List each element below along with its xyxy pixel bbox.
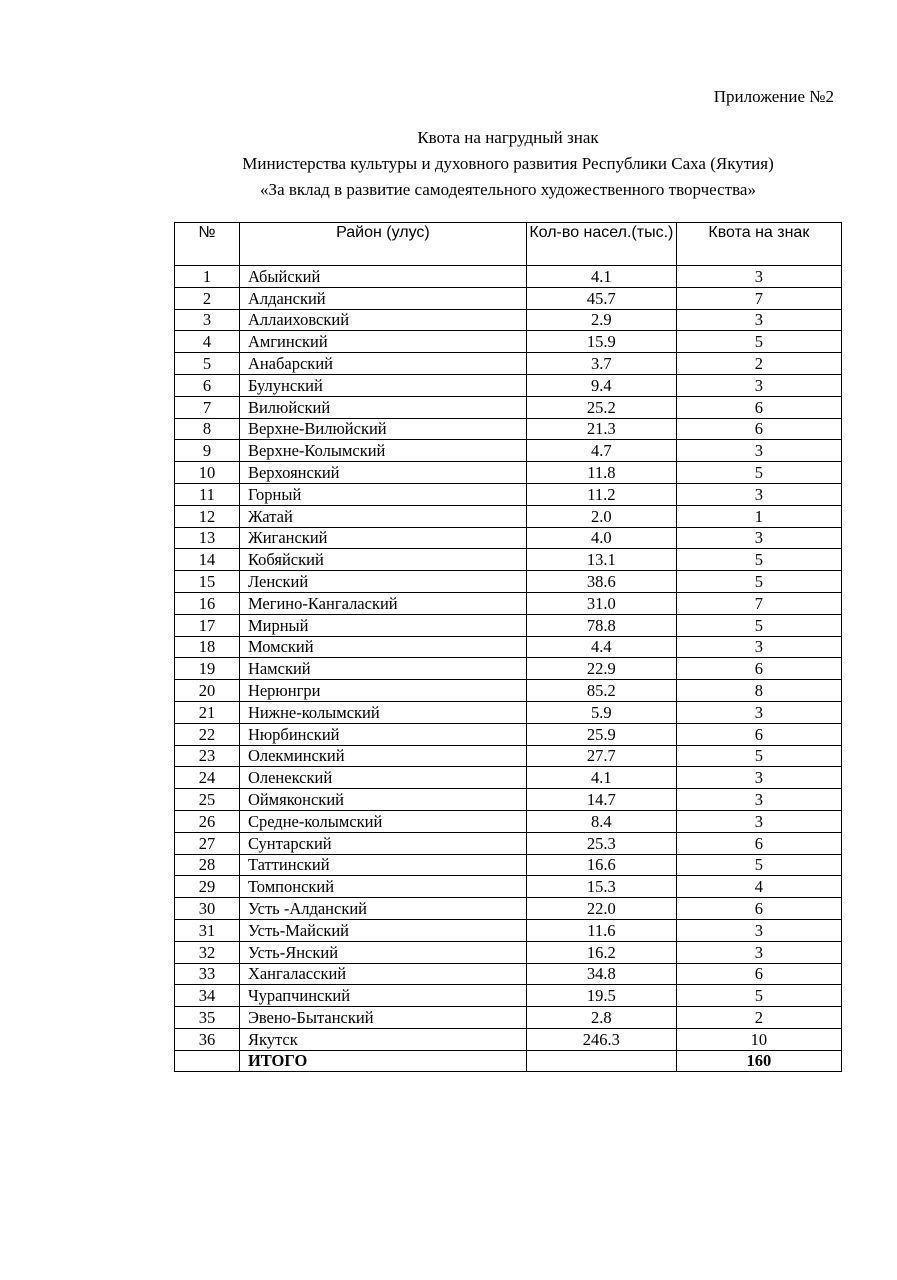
table-row [175,331,842,353]
header-district: Район (улус) [239,223,526,266]
cell-population: 13.1 [526,549,676,571]
cell-quota: 5 [676,745,841,767]
cell-district: Абыйский [239,266,526,288]
cell-population: 9.4 [526,374,676,396]
cell-quota: 3 [676,767,841,789]
cell-district: Усть-Янский [239,941,526,963]
cell-quota: 6 [676,723,841,745]
cell-district: Верхоянский [239,462,526,484]
cell-population: 34.8 [526,963,676,985]
cell-population: 25.2 [526,396,676,418]
cell-quota: 2 [676,1007,841,1029]
cell-district: Хангаласский [239,963,526,985]
cell-population: 15.3 [526,876,676,898]
cell-quota: 5 [676,462,841,484]
table-row [175,941,842,963]
cell-district: Верхне-Вилюйский [239,418,526,440]
cell-quota: 3 [676,701,841,723]
cell-population: 3.7 [526,353,676,375]
cell-quota: 6 [676,418,841,440]
cell-population: 11.8 [526,462,676,484]
cell-district: Якутск [239,1028,526,1050]
cell-population: 16.6 [526,854,676,876]
table-row [175,614,842,636]
cell-district: Средне-колымский [239,810,526,832]
cell-district: Момский [239,636,526,658]
cell-district: Верхне-Колымский [239,440,526,462]
table-row [175,418,842,440]
cell-num: 8 [175,418,240,440]
table-row [175,571,842,593]
table-row [175,854,842,876]
table-row [175,353,842,375]
cell-num: 12 [175,505,240,527]
cell-quota: 6 [676,832,841,854]
title-line-1: Квота на нагрудный знак [417,128,599,147]
table-row [175,374,842,396]
cell-population: 2.0 [526,505,676,527]
cell-num: 25 [175,789,240,811]
cell-quota: 3 [676,789,841,811]
cell-district: Амгинский [239,331,526,353]
cell-quota: 3 [676,374,841,396]
header-quota: Квота на знак [676,223,841,266]
cell-num: 3 [175,309,240,331]
cell-district: Таттинский [239,854,526,876]
table-row [175,527,842,549]
cell-population: 22.0 [526,898,676,920]
cell-population: 16.2 [526,941,676,963]
cell-num: 24 [175,767,240,789]
cell-quota: 8 [676,680,841,702]
cell-population: 4.1 [526,767,676,789]
table-row [175,789,842,811]
cell-quota: 10 [676,1028,841,1050]
cell-district: Эвено-Бытанский [239,1007,526,1029]
cell-district: Нижне-колымский [239,701,526,723]
table-row [175,767,842,789]
cell-district: Ленский [239,571,526,593]
cell-population: 11.6 [526,919,676,941]
cell-num: 31 [175,919,240,941]
cell-district: Оймяконский [239,789,526,811]
table-row [175,832,842,854]
cell-num: 21 [175,701,240,723]
total-cell-num [175,1050,240,1072]
table-row [175,745,842,767]
cell-quota: 3 [676,440,841,462]
cell-num: 23 [175,745,240,767]
cell-population: 45.7 [526,287,676,309]
cell-population: 85.2 [526,680,676,702]
cell-population: 25.9 [526,723,676,745]
cell-num: 14 [175,549,240,571]
table-row [175,396,842,418]
cell-num: 5 [175,353,240,375]
cell-district: Жатай [239,505,526,527]
cell-quota: 3 [676,941,841,963]
table-row [175,898,842,920]
cell-district: Мегино-Кангалаский [239,592,526,614]
cell-district: Намский [239,658,526,680]
total-row [175,1050,842,1072]
cell-num: 22 [175,723,240,745]
cell-quota: 6 [676,658,841,680]
cell-num: 7 [175,396,240,418]
cell-quota: 5 [676,614,841,636]
cell-num: 28 [175,854,240,876]
cell-quota: 4 [676,876,841,898]
cell-population: 5.9 [526,701,676,723]
cell-district: Усть -Алданский [239,898,526,920]
cell-population: 19.5 [526,985,676,1007]
cell-quota: 6 [676,963,841,985]
table-row [175,723,842,745]
cell-population: 15.9 [526,331,676,353]
table-row [175,440,842,462]
cell-num: 36 [175,1028,240,1050]
cell-population: 21.3 [526,418,676,440]
table-row [175,658,842,680]
cell-quota: 3 [676,919,841,941]
cell-district: Вилюйский [239,396,526,418]
cell-quota: 3 [676,309,841,331]
cell-quota: 6 [676,898,841,920]
cell-district: Нюрбинский [239,723,526,745]
cell-population: 4.4 [526,636,676,658]
table-row [175,1028,842,1050]
cell-num: 11 [175,483,240,505]
cell-district: Кобяйский [239,549,526,571]
table-row [175,1007,842,1029]
cell-num: 19 [175,658,240,680]
cell-population: 31.0 [526,592,676,614]
cell-num: 26 [175,810,240,832]
total-cell-population [526,1050,676,1072]
cell-district: Усть-Майский [239,919,526,941]
cell-population: 246.3 [526,1028,676,1050]
table-row [175,309,842,331]
table-row [175,963,842,985]
table-row [175,701,842,723]
cell-quota: 2 [676,353,841,375]
cell-district: Аллаиховский [239,309,526,331]
cell-num: 2 [175,287,240,309]
cell-num: 10 [175,462,240,484]
cell-num: 6 [175,374,240,396]
total-cell-quota: 160 [676,1050,841,1072]
cell-num: 13 [175,527,240,549]
cell-num: 15 [175,571,240,593]
cell-num: 32 [175,941,240,963]
cell-population: 4.7 [526,440,676,462]
cell-population: 8.4 [526,810,676,832]
cell-population: 25.3 [526,832,676,854]
table-row [175,505,842,527]
table-row [175,592,842,614]
cell-district: Булунский [239,374,526,396]
table-header-row [175,223,842,266]
cell-quota: 3 [676,527,841,549]
cell-quota: 5 [676,854,841,876]
cell-num: 29 [175,876,240,898]
cell-num: 35 [175,1007,240,1029]
cell-district: Алданский [239,287,526,309]
cell-district: Сунтарский [239,832,526,854]
cell-quota: 5 [676,331,841,353]
cell-population: 4.0 [526,527,676,549]
cell-quota: 5 [676,985,841,1007]
cell-district: Чурапчинский [239,985,526,1007]
cell-num: 16 [175,592,240,614]
quota-table [174,222,842,1072]
cell-district: Томпонский [239,876,526,898]
cell-population: 11.2 [526,483,676,505]
table-row [175,287,842,309]
cell-population: 38.6 [526,571,676,593]
cell-district: Олекминский [239,745,526,767]
table-row [175,483,842,505]
cell-population: 14.7 [526,789,676,811]
cell-num: 1 [175,266,240,288]
table-row [175,462,842,484]
cell-district: Оленекский [239,767,526,789]
table-row [175,919,842,941]
table-row [175,810,842,832]
cell-quota: 6 [676,396,841,418]
table-row [175,876,842,898]
cell-population: 27.7 [526,745,676,767]
cell-population: 2.8 [526,1007,676,1029]
table-row [175,266,842,288]
cell-num: 9 [175,440,240,462]
cell-population: 78.8 [526,614,676,636]
header-population: Кол-во насел.(тыс.) [526,223,676,266]
cell-num: 30 [175,898,240,920]
cell-quota: 3 [676,266,841,288]
table-row [175,549,842,571]
table-row [175,680,842,702]
cell-num: 18 [175,636,240,658]
cell-quota: 3 [676,483,841,505]
table-body [175,266,842,1072]
cell-num: 33 [175,963,240,985]
table-row [175,636,842,658]
cell-num: 20 [175,680,240,702]
appendix-label: Приложение №2 [713,87,834,106]
title-line-3: «За вклад в развитие самодеятельного художественного творчества» [260,180,756,199]
cell-quota: 7 [676,592,841,614]
cell-quota: 5 [676,571,841,593]
cell-district: Нерюнгри [239,680,526,702]
cell-num: 34 [175,985,240,1007]
cell-num: 27 [175,832,240,854]
cell-quota: 3 [676,810,841,832]
title-line-2: Министерства культуры и духовного развития Республики Саха (Якутия) [242,154,774,173]
table-row [175,985,842,1007]
cell-district: Горный [239,483,526,505]
cell-population: 2.9 [526,309,676,331]
header-num: № [175,223,240,266]
cell-population: 22.9 [526,658,676,680]
document-title [0,125,897,203]
cell-quota: 5 [676,549,841,571]
cell-population: 4.1 [526,266,676,288]
cell-num: 17 [175,614,240,636]
cell-quota: 1 [676,505,841,527]
cell-district: Анабарский [239,353,526,375]
total-cell-district: ИТОГО [239,1050,526,1072]
cell-district: Мирный [239,614,526,636]
cell-quota: 7 [676,287,841,309]
cell-quota: 3 [676,636,841,658]
cell-district: Жиганский [239,527,526,549]
cell-num: 4 [175,331,240,353]
